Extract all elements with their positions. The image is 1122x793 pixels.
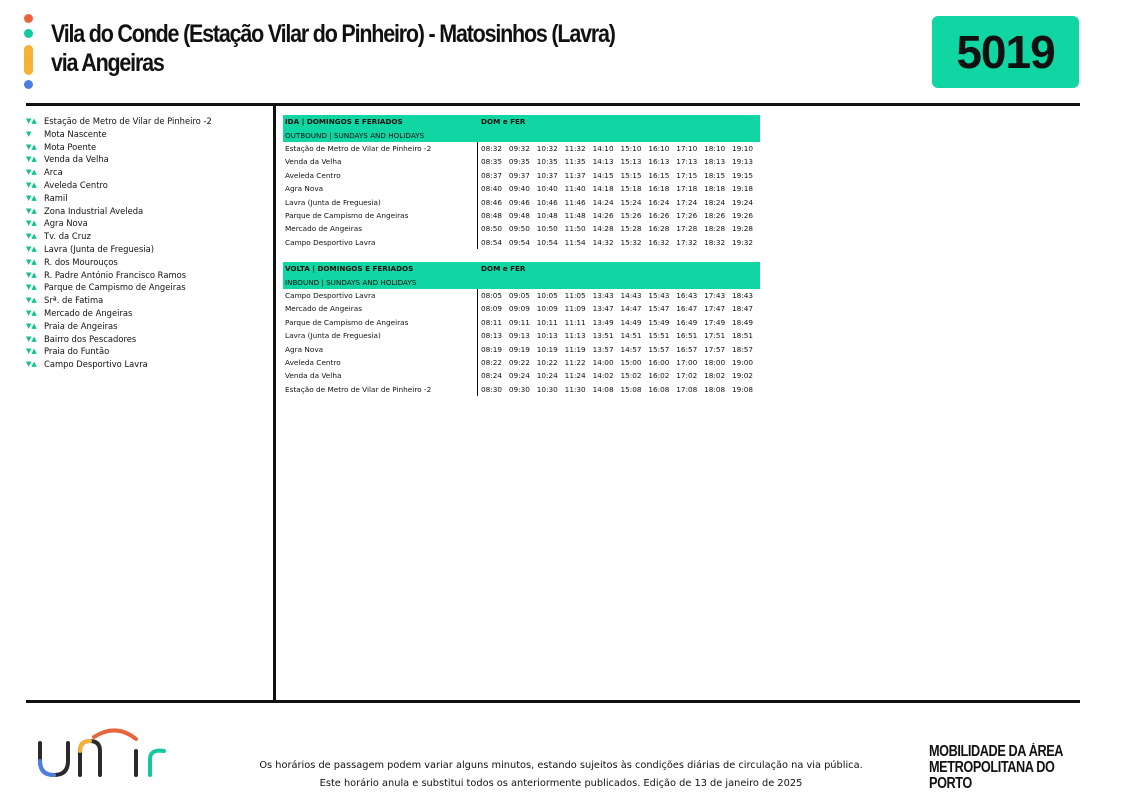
outbound-subtitle: OUTBOUND | SUNDAYS AND HOLIDAYS bbox=[283, 128, 478, 141]
departure-time: 10:13 bbox=[536, 331, 558, 341]
departure-time: 08:35 bbox=[481, 157, 503, 167]
timetable-stop-name: Venda da Velha bbox=[285, 157, 342, 167]
departure-time: 10:37 bbox=[536, 170, 558, 180]
departure-time: 16:26 bbox=[648, 210, 670, 220]
direction-arrows-icon: ▼▲ bbox=[26, 360, 37, 369]
departure-time: 18:18 bbox=[704, 184, 726, 194]
departure-time: 18:49 bbox=[732, 317, 754, 327]
departure-time: 09:13 bbox=[508, 331, 530, 341]
departure-time: 18:10 bbox=[704, 143, 726, 153]
departure-time: 08:24 bbox=[481, 371, 503, 381]
departure-time: 17:28 bbox=[676, 224, 698, 234]
departure-time: 19:18 bbox=[732, 184, 754, 194]
departure-time: 09:37 bbox=[508, 170, 530, 180]
timetable-row bbox=[283, 155, 760, 168]
amp-logo bbox=[929, 744, 1087, 792]
timetable-stop-name: Campo Desportivo Lavra bbox=[285, 237, 376, 247]
departure-time: 11:54 bbox=[564, 237, 586, 247]
timetable-stop-name: Aveleda Centro bbox=[285, 170, 341, 180]
departure-time: 14:43 bbox=[620, 290, 642, 300]
departure-time: 14:10 bbox=[592, 143, 614, 153]
departure-time: 10:35 bbox=[536, 157, 558, 167]
timetable-row bbox=[283, 316, 760, 329]
route-number-badge: 5019 bbox=[932, 16, 1079, 88]
departure-time: 10:54 bbox=[536, 237, 558, 247]
stop-name: Mercado de Angeiras bbox=[44, 307, 133, 318]
timetable-times bbox=[478, 169, 760, 182]
inbound-days: DOM e FER bbox=[478, 262, 760, 275]
departure-time: 11:24 bbox=[564, 371, 586, 381]
timetable-times bbox=[478, 342, 760, 355]
direction-arrows-icon: ▼▲ bbox=[26, 244, 37, 253]
stop-name: Arca bbox=[44, 167, 63, 178]
departure-time: 08:30 bbox=[481, 384, 503, 394]
departure-time: 18:13 bbox=[704, 157, 726, 167]
timetable-row bbox=[283, 289, 760, 302]
direction-arrows-icon: ▼▲ bbox=[26, 257, 37, 266]
departure-time: 16:47 bbox=[676, 304, 698, 314]
departure-time: 14:15 bbox=[592, 170, 614, 180]
departure-time: 10:48 bbox=[536, 210, 558, 220]
departure-time: 11:37 bbox=[564, 170, 586, 180]
direction-arrows-icon: ▼▲ bbox=[26, 270, 37, 279]
departure-time: 09:35 bbox=[508, 157, 530, 167]
departure-time: 11:46 bbox=[564, 197, 586, 207]
outbound-days: DOM e FER bbox=[478, 115, 760, 128]
departure-time: 17:08 bbox=[676, 384, 698, 394]
timetable-stop-name: Estação de Metro de Vilar de Pinheiro -2 bbox=[285, 143, 432, 153]
stop-name: Zona Industrial Aveleda bbox=[44, 205, 144, 216]
departure-time: 15:02 bbox=[620, 371, 642, 381]
stop-list-item bbox=[26, 345, 212, 358]
departure-time: 14:57 bbox=[620, 344, 642, 354]
departure-time: 14:08 bbox=[592, 384, 614, 394]
stop-list-item bbox=[26, 243, 212, 256]
departure-time: 15:26 bbox=[620, 210, 642, 220]
departure-time: 16:49 bbox=[676, 317, 698, 327]
amp-logo-line1: MOBILIDADE DA ÁREA bbox=[929, 743, 1064, 760]
departure-time: 18:43 bbox=[732, 290, 754, 300]
timetable-stop-name: Mercado de Angeiras bbox=[285, 224, 363, 234]
stop-list-item bbox=[26, 115, 212, 128]
departure-time: 09:09 bbox=[508, 304, 530, 314]
direction-arrows-icon: ▼▲ bbox=[26, 347, 37, 356]
direction-arrows-icon: ▼▲ bbox=[26, 193, 37, 202]
departure-time: 15:15 bbox=[620, 170, 642, 180]
departure-time: 15:13 bbox=[620, 157, 642, 167]
departure-time: 14:13 bbox=[592, 157, 614, 167]
departure-time: 15:18 bbox=[620, 184, 642, 194]
timetable-stop-name: Parque de Campismo de Angeiras bbox=[285, 210, 409, 220]
stop-name: Parque de Campismo de Angeiras bbox=[44, 282, 186, 293]
timetable-times bbox=[478, 316, 760, 329]
stop-list-item bbox=[26, 166, 212, 179]
departure-time: 10:50 bbox=[536, 224, 558, 234]
direction-arrows-icon: ▼▲ bbox=[26, 283, 37, 292]
top-divider bbox=[26, 103, 1080, 106]
direction-arrows-icon: ▼▲ bbox=[26, 206, 37, 215]
departure-time: 16:43 bbox=[676, 290, 698, 300]
departure-time: 08:50 bbox=[481, 224, 503, 234]
timetable-times bbox=[478, 222, 760, 235]
timetable-row bbox=[283, 356, 760, 369]
departure-time: 15:10 bbox=[620, 143, 642, 153]
departure-time: 11:05 bbox=[564, 290, 586, 300]
stop-name: Campo Desportivo Lavra bbox=[44, 359, 148, 370]
stop-list-item bbox=[26, 269, 212, 282]
departure-time: 16:57 bbox=[676, 344, 698, 354]
departure-time: 16:13 bbox=[648, 157, 670, 167]
departure-time: 11:35 bbox=[564, 157, 586, 167]
timetable-row bbox=[283, 222, 760, 235]
departure-time: 11:48 bbox=[564, 210, 586, 220]
departure-time: 16:10 bbox=[648, 143, 670, 153]
outbound-title: IDA | DOMINGOS E FERIADOS bbox=[283, 115, 478, 128]
stop-name: Mota Poente bbox=[44, 141, 97, 152]
departure-time: 14:24 bbox=[592, 197, 614, 207]
vertical-divider bbox=[273, 106, 276, 700]
departure-time: 10:46 bbox=[536, 197, 558, 207]
timetable-times bbox=[478, 369, 760, 382]
departure-time: 17:15 bbox=[676, 170, 698, 180]
departure-time: 08:22 bbox=[481, 357, 503, 367]
stop-name: Ramil bbox=[44, 192, 68, 203]
stop-name: Aveleda Centro bbox=[44, 179, 108, 190]
departure-time: 17:32 bbox=[676, 237, 698, 247]
departure-time: 16:15 bbox=[648, 170, 670, 180]
departure-time: 19:00 bbox=[732, 357, 754, 367]
timetable-times bbox=[478, 289, 760, 302]
departure-time: 14:28 bbox=[592, 224, 614, 234]
departure-time: 09:54 bbox=[508, 237, 530, 247]
departure-time: 17:18 bbox=[676, 184, 698, 194]
departure-time: 10:09 bbox=[536, 304, 558, 314]
departure-time: 10:32 bbox=[536, 143, 558, 153]
departure-time: 18:00 bbox=[704, 357, 726, 367]
departure-time: 08:09 bbox=[481, 304, 503, 314]
timetable-row bbox=[283, 302, 760, 315]
departure-time: 17:13 bbox=[676, 157, 698, 167]
departure-time: 18:57 bbox=[732, 344, 754, 354]
departure-time: 14:32 bbox=[592, 237, 614, 247]
departure-time: 11:32 bbox=[564, 143, 586, 153]
direction-arrows-icon: ▼▲ bbox=[26, 296, 37, 305]
departure-time: 11:40 bbox=[564, 184, 586, 194]
timetable-row bbox=[283, 383, 760, 396]
departure-time: 10:40 bbox=[536, 184, 558, 194]
stop-list-item bbox=[26, 333, 212, 346]
timetable-stop-name: Mercado de Angeiras bbox=[285, 304, 363, 314]
stop-name: Lavra (Junta de Freguesia) bbox=[44, 243, 155, 254]
stop-list-item bbox=[26, 230, 212, 243]
direction-arrows-icon: ▼▲ bbox=[26, 232, 37, 241]
departure-time: 15:00 bbox=[620, 357, 642, 367]
stop-list-item bbox=[26, 320, 212, 333]
departure-time: 08:05 bbox=[481, 290, 503, 300]
departure-time: 09:48 bbox=[508, 210, 530, 220]
timetable-times bbox=[478, 329, 760, 342]
departure-time: 08:37 bbox=[481, 170, 503, 180]
departure-time: 18:02 bbox=[704, 371, 726, 381]
timetable-row bbox=[283, 169, 760, 182]
departure-time: 17:47 bbox=[704, 304, 726, 314]
departure-time: 17:26 bbox=[676, 210, 698, 220]
timetable-times bbox=[478, 195, 760, 208]
departure-time: 14:47 bbox=[620, 304, 642, 314]
stop-list-item bbox=[26, 141, 212, 154]
departure-time: 16:02 bbox=[648, 371, 670, 381]
departure-time: 09:30 bbox=[508, 384, 530, 394]
departure-time: 18:47 bbox=[732, 304, 754, 314]
stop-list bbox=[26, 115, 212, 371]
departure-time: 15:32 bbox=[620, 237, 642, 247]
departure-time: 15:57 bbox=[648, 344, 670, 354]
timetable-row bbox=[283, 369, 760, 382]
departure-time: 09:11 bbox=[508, 317, 530, 327]
departure-time: 17:10 bbox=[676, 143, 698, 153]
departure-time: 09:24 bbox=[508, 371, 530, 381]
departure-time: 13:43 bbox=[592, 290, 614, 300]
timetable-stop-name: Campo Desportivo Lavra bbox=[285, 290, 376, 300]
timetable-row bbox=[283, 342, 760, 355]
departure-time: 09:19 bbox=[508, 344, 530, 354]
timetable-row bbox=[283, 182, 760, 195]
stop-name: Tv. da Cruz bbox=[44, 231, 91, 242]
departure-time: 08:40 bbox=[481, 184, 503, 194]
departure-time: 16:00 bbox=[648, 357, 670, 367]
stop-name: Estação de Metro de Vilar de Pinheiro -2 bbox=[44, 116, 212, 126]
departure-time: 10:24 bbox=[536, 371, 558, 381]
departure-time: 11:19 bbox=[564, 344, 586, 354]
departure-time: 15:43 bbox=[648, 290, 670, 300]
timetable-stop-name: Aveleda Centro bbox=[285, 357, 341, 367]
departure-time: 11:30 bbox=[564, 384, 586, 394]
stop-list-item bbox=[26, 217, 212, 230]
stop-name: Agra Nova bbox=[44, 218, 88, 229]
stop-list-item bbox=[26, 281, 212, 294]
timetable-row bbox=[283, 329, 760, 342]
route-title-line1: Vila do Conde (Estação Vilar do Pinheiro) - Matosinhos (Lavra) bbox=[51, 20, 615, 48]
timetable-row bbox=[283, 236, 760, 249]
departure-time: 13:57 bbox=[592, 344, 614, 354]
departure-time: 18:08 bbox=[704, 384, 726, 394]
outbound-timetable bbox=[283, 115, 760, 249]
departure-time: 09:32 bbox=[508, 143, 530, 153]
departure-time: 08:46 bbox=[481, 197, 503, 207]
footer-note-variation: Os horários de passagem podem variar alguns minutos, estando sujeitos às condições diárias de circulação na via pública. bbox=[259, 760, 863, 771]
departure-time: 19:10 bbox=[732, 143, 754, 153]
stop-list-item bbox=[26, 128, 212, 141]
departure-time: 16:18 bbox=[648, 184, 670, 194]
svg-text:UNir: UNir bbox=[37, 781, 40, 782]
departure-time: 17:51 bbox=[704, 331, 726, 341]
departure-time: 17:00 bbox=[676, 357, 698, 367]
stop-name: Mota Nascente bbox=[44, 128, 107, 139]
stop-list-item bbox=[26, 192, 212, 205]
departure-time: 13:51 bbox=[592, 331, 614, 341]
stop-name: Praia de Angeiras bbox=[44, 320, 118, 331]
departure-time: 14:51 bbox=[620, 331, 642, 341]
stop-list-item bbox=[26, 294, 212, 307]
departure-time: 19:02 bbox=[732, 371, 754, 381]
departure-time: 17:57 bbox=[704, 344, 726, 354]
stop-list-item bbox=[26, 256, 212, 269]
timetable-times bbox=[478, 209, 760, 222]
departure-time: 15:08 bbox=[620, 384, 642, 394]
departure-time: 15:51 bbox=[648, 331, 670, 341]
departure-time: 14:18 bbox=[592, 184, 614, 194]
bottom-divider bbox=[26, 700, 1080, 703]
stop-name: Bairro dos Pescadores bbox=[44, 333, 137, 344]
departure-time: 15:47 bbox=[648, 304, 670, 314]
stop-name: Praia do Funtão bbox=[44, 346, 110, 357]
departure-time: 08:54 bbox=[481, 237, 503, 247]
departure-time: 15:28 bbox=[620, 224, 642, 234]
stop-name: Venda da Velha bbox=[44, 154, 109, 165]
timetable-stop-name: Lavra (Junta de Freguesia) bbox=[285, 331, 381, 341]
departure-time: 11:50 bbox=[564, 224, 586, 234]
timetable-times bbox=[478, 383, 760, 396]
stop-list-item bbox=[26, 205, 212, 218]
departure-time: 19:08 bbox=[732, 384, 754, 394]
departure-time: 14:49 bbox=[620, 317, 642, 327]
departure-time: 19:24 bbox=[732, 197, 754, 207]
departure-time: 15:49 bbox=[648, 317, 670, 327]
direction-arrows-icon: ▼▲ bbox=[26, 321, 37, 330]
departure-time: 18:28 bbox=[704, 224, 726, 234]
departure-time: 16:51 bbox=[676, 331, 698, 341]
direction-arrows-icon: ▼▲ bbox=[26, 219, 37, 228]
timetable-row bbox=[283, 195, 760, 208]
departure-time: 10:30 bbox=[536, 384, 558, 394]
amp-logo-line2: METROPOLITANA DO PORTO bbox=[929, 759, 1055, 792]
stop-list-item bbox=[26, 358, 212, 371]
stop-name: R. Padre António Francisco Ramos bbox=[44, 269, 187, 280]
departure-time: 17:02 bbox=[676, 371, 698, 381]
timetable-stop-name: Agra Nova bbox=[285, 344, 324, 354]
departure-time: 14:26 bbox=[592, 210, 614, 220]
route-title-line2: via Angeiras bbox=[51, 49, 164, 77]
inbound-timetable bbox=[283, 262, 760, 396]
timetable-times bbox=[478, 182, 760, 195]
departure-time: 08:48 bbox=[481, 210, 503, 220]
departure-time: 19:15 bbox=[732, 170, 754, 180]
unir-logo bbox=[36, 725, 176, 783]
departure-time: 19:13 bbox=[732, 157, 754, 167]
departure-time: 19:26 bbox=[732, 210, 754, 220]
departure-time: 16:24 bbox=[648, 197, 670, 207]
timetable-row bbox=[283, 209, 760, 222]
direction-arrows-icon: ▼▲ bbox=[26, 334, 37, 343]
timetable-row bbox=[283, 142, 760, 155]
stop-list-item bbox=[26, 307, 212, 320]
departure-time: 08:32 bbox=[481, 143, 503, 153]
departure-time: 09:46 bbox=[508, 197, 530, 207]
stop-list-item bbox=[26, 153, 212, 166]
inbound-subtitle: INBOUND | SUNDAYS AND HOLIDAYS bbox=[283, 275, 478, 288]
departure-time: 18:51 bbox=[732, 331, 754, 341]
departure-time: 08:19 bbox=[481, 344, 503, 354]
departure-time: 08:13 bbox=[481, 331, 503, 341]
direction-arrows-icon: ▼▲ bbox=[26, 142, 37, 151]
departure-time: 11:13 bbox=[564, 331, 586, 341]
departure-time: 11:22 bbox=[564, 357, 586, 367]
departure-time: 17:49 bbox=[704, 317, 726, 327]
route-title bbox=[51, 20, 615, 78]
inbound-title: VOLTA | DOMINGOS E FERIADOS bbox=[283, 262, 478, 275]
departure-time: 19:28 bbox=[732, 224, 754, 234]
direction-arrows-icon: ▼▲ bbox=[26, 168, 37, 177]
departure-time: 16:28 bbox=[648, 224, 670, 234]
departure-time: 16:08 bbox=[648, 384, 670, 394]
departure-time: 09:50 bbox=[508, 224, 530, 234]
departure-time: 13:49 bbox=[592, 317, 614, 327]
direction-arrows-icon: ▼▲ bbox=[26, 117, 37, 125]
timetable-times bbox=[478, 302, 760, 315]
departure-time: 10:05 bbox=[536, 290, 558, 300]
stop-name: Srª. de Fatima bbox=[44, 295, 104, 306]
departure-time: 09:05 bbox=[508, 290, 530, 300]
timetable-times bbox=[478, 356, 760, 369]
timetable-stop-name: Lavra (Junta de Freguesia) bbox=[285, 197, 381, 207]
departure-time: 17:43 bbox=[704, 290, 726, 300]
departure-time: 18:26 bbox=[704, 210, 726, 220]
departure-time: 09:40 bbox=[508, 184, 530, 194]
timetable-times bbox=[478, 236, 760, 249]
departure-time: 16:32 bbox=[648, 237, 670, 247]
departure-time: 13:47 bbox=[592, 304, 614, 314]
departure-time: 10:11 bbox=[536, 317, 558, 327]
departure-time: 09:22 bbox=[508, 357, 530, 367]
departure-time: 08:11 bbox=[481, 317, 503, 327]
direction-arrows-icon: ▼▲ bbox=[26, 155, 37, 164]
departure-time: 18:32 bbox=[704, 237, 726, 247]
direction-arrows-icon: ▼▲ bbox=[26, 180, 37, 189]
departure-time: 11:09 bbox=[564, 304, 586, 314]
direction-arrows-icon: ▼▲ bbox=[26, 308, 37, 317]
departure-time: 11:11 bbox=[564, 317, 586, 327]
stop-name: R. dos Mourouços bbox=[44, 256, 118, 267]
stop-list-item bbox=[26, 179, 212, 192]
timetable-times bbox=[478, 155, 760, 168]
timetable-stop-name: Estação de Metro de Vilar de Pinheiro -2 bbox=[285, 384, 432, 394]
footer-note-edition: Este horário anula e substitui todos os anteriormente publicados. Edição de 13 de janeiro de 2025 bbox=[319, 778, 803, 789]
timetable-times bbox=[478, 142, 760, 155]
departure-time: 15:24 bbox=[620, 197, 642, 207]
timetable-stop-name: Venda da Velha bbox=[285, 371, 342, 381]
departure-time: 14:02 bbox=[592, 371, 614, 381]
departure-time: 10:22 bbox=[536, 357, 558, 367]
departure-time: 18:15 bbox=[704, 170, 726, 180]
departure-time: 19:32 bbox=[732, 237, 754, 247]
departure-time: 14:00 bbox=[592, 357, 614, 367]
timetable-stop-name: Agra Nova bbox=[285, 184, 324, 194]
departure-time: 10:19 bbox=[536, 344, 558, 354]
timetable-stop-name: Parque de Campismo de Angeiras bbox=[285, 317, 409, 327]
departure-time: 18:24 bbox=[704, 197, 726, 207]
direction-arrows-icon: ▼ bbox=[26, 129, 32, 138]
departure-time: 17:24 bbox=[676, 197, 698, 207]
